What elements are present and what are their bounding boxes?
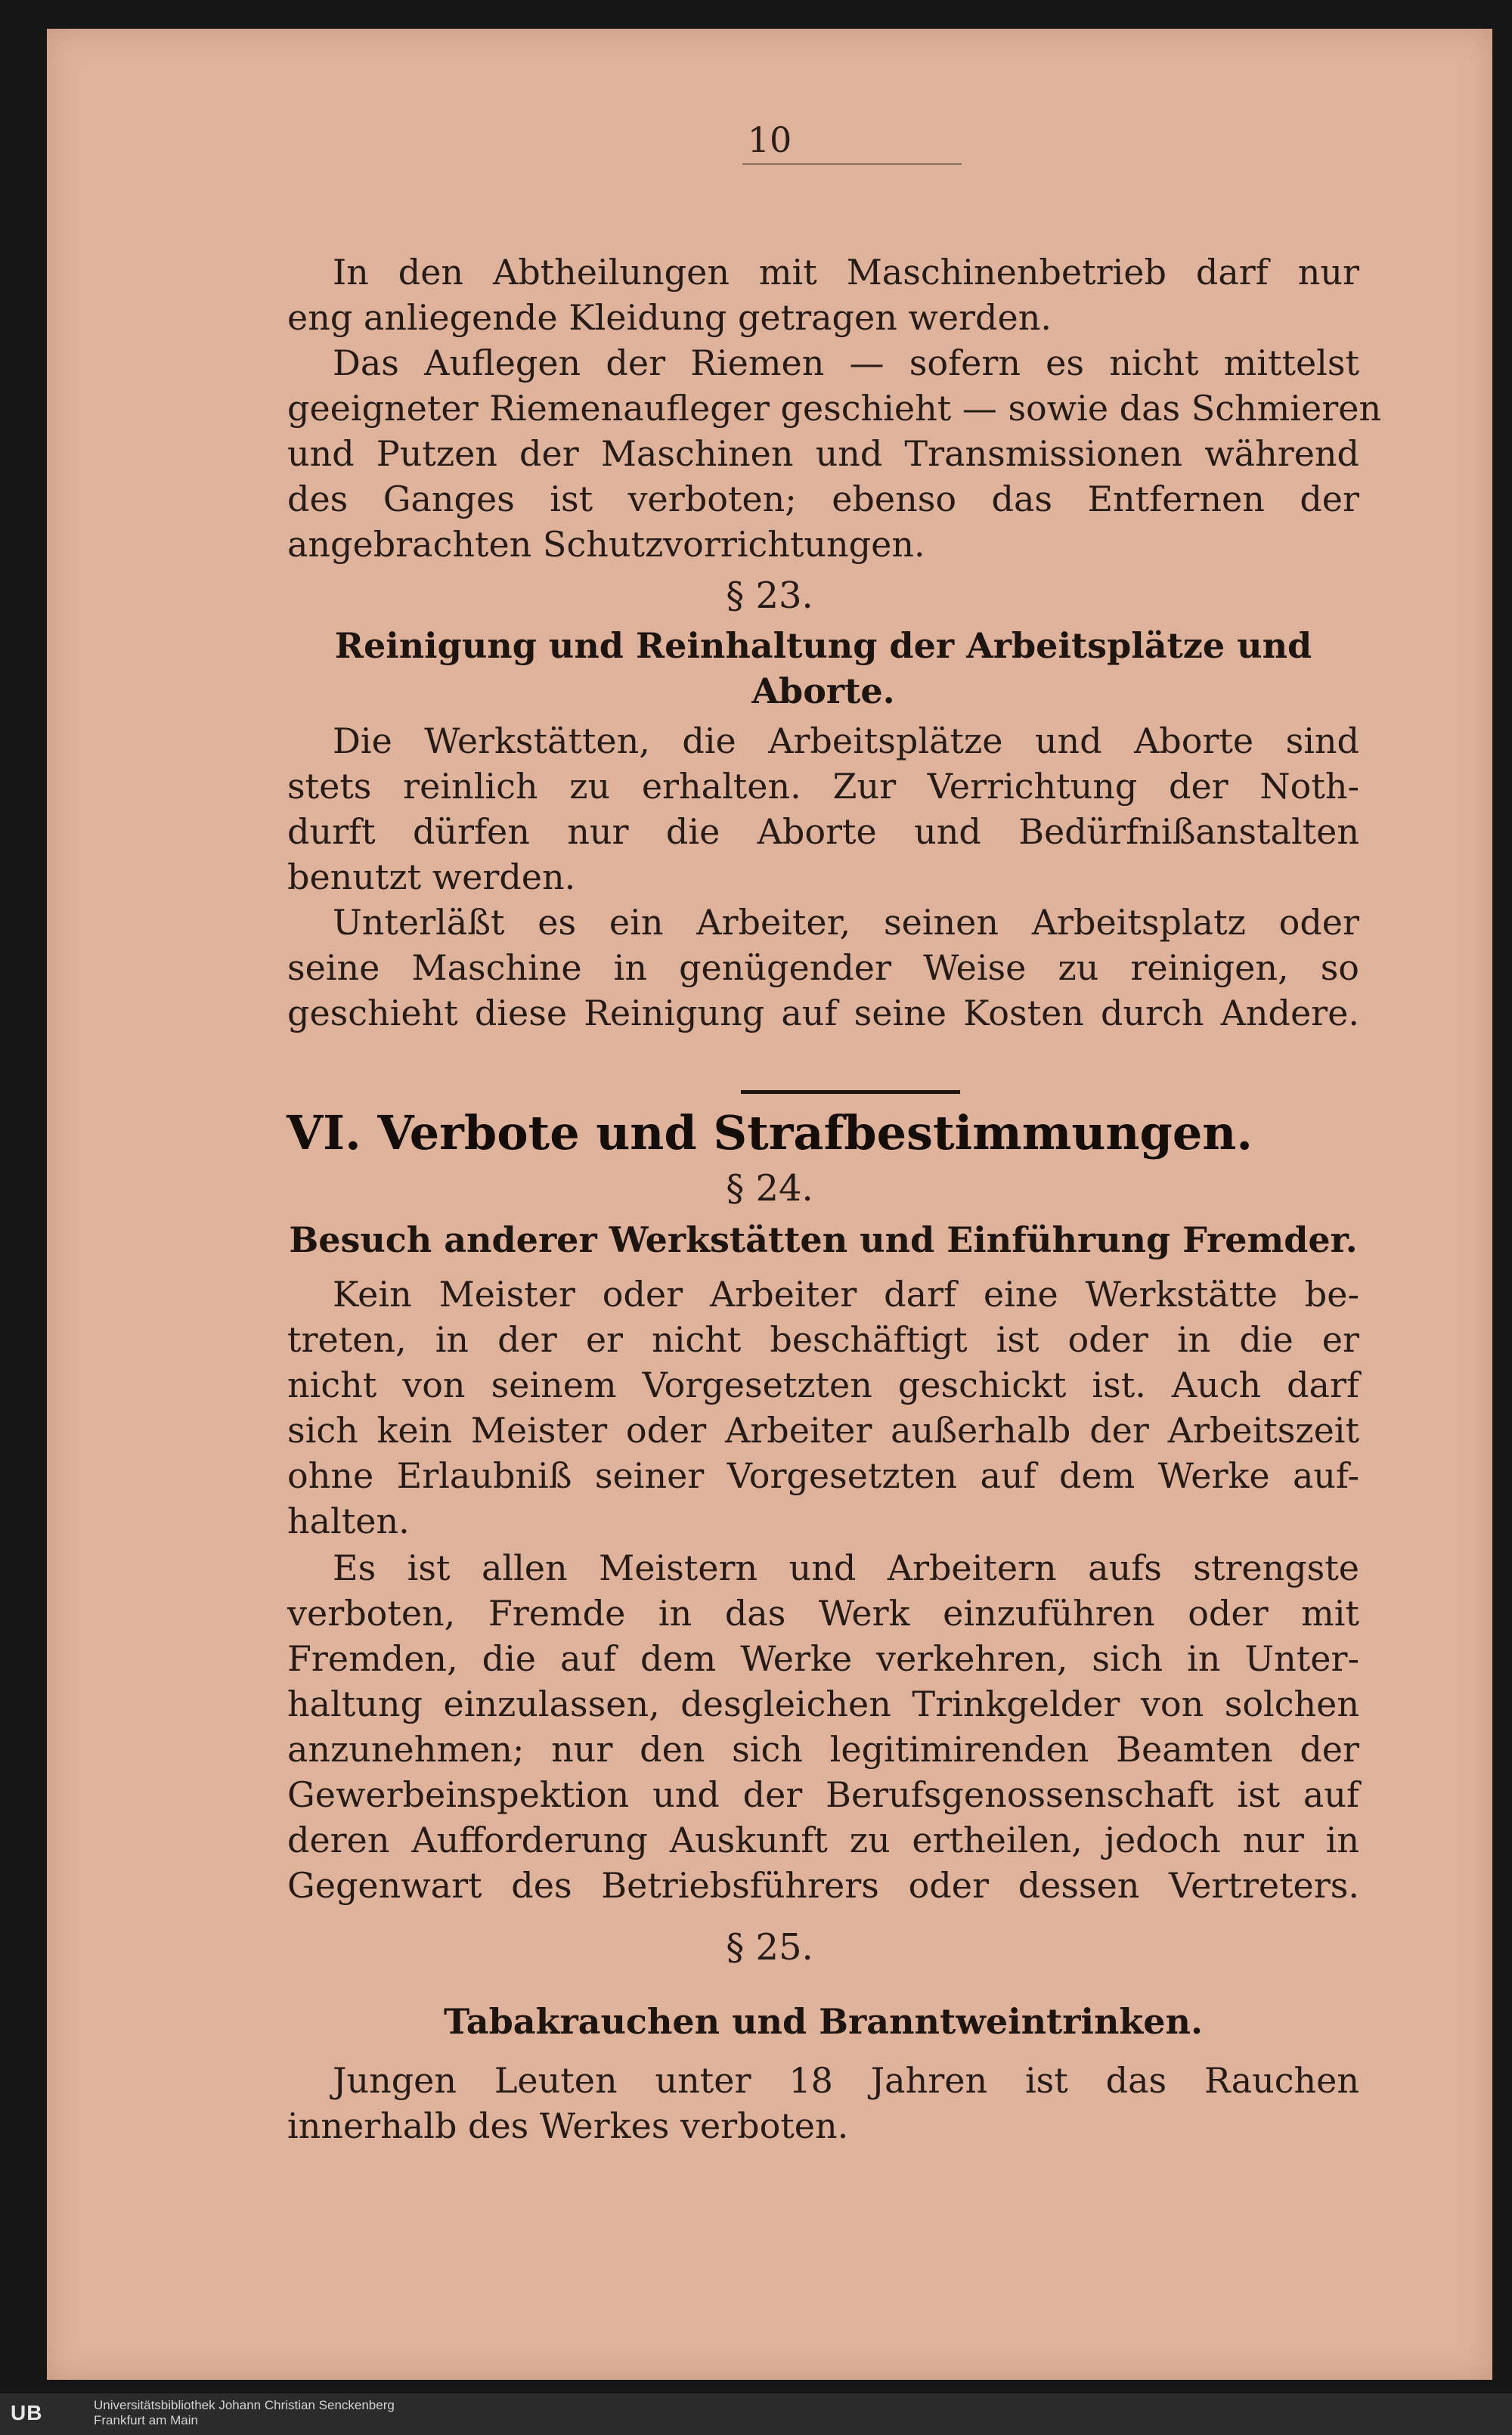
text-line: sich kein Meister oder Arbeiter außerhalb der Arbeitszeit <box>287 1410 1359 1451</box>
page-number: 10 <box>747 119 792 160</box>
text-line: geeigneter Riemenaufleger geschieht — sowie das Schmieren <box>287 388 1382 429</box>
paragraph-heading-24: Besuch anderer Werkstätten und Einführung Fremder. <box>289 1219 1358 1260</box>
document-page <box>47 29 1492 2380</box>
section-rule <box>741 1090 960 1094</box>
text-line: und Putzen der Maschinen und Transmissionen während <box>287 433 1359 474</box>
text-line: Fremden, die auf dem Werke verkehren, sich in Unter- <box>287 1638 1359 1679</box>
text-line: seine Maschine in genügender Weise zu reinigen, so <box>287 947 1359 988</box>
section-title: VI. Verbote und Strafbestimmungen. <box>287 1105 1253 1160</box>
text-line: verboten, Fremde in das Werk einzuführen oder mit <box>287 1593 1359 1634</box>
text-line: durft dürfen nur die Aborte und Bedürfnißanstalten <box>287 811 1359 852</box>
paragraph-sign-23: § 23. <box>726 575 813 617</box>
paragraph-heading-25: Tabakrauchen und Branntweintrinken. <box>443 2001 1204 2042</box>
text-line: haltung einzulassen, desgleichen Trinkgelder von solchen <box>287 1684 1359 1724</box>
paragraph-heading-23-line2: Aborte. <box>751 671 895 711</box>
library-logo: UB <box>11 2401 43 2424</box>
paragraph-sign-25: § 25. <box>726 1926 813 1969</box>
text-line: ohne Erlaubniß seiner Vorgesetzten auf dem Werke auf- <box>287 1455 1359 1496</box>
text-line: Kein Meister oder Arbeiter darf eine Werkstätte be- <box>333 1274 1359 1315</box>
library-credit-line2: Frankfurt am Main <box>94 2413 198 2427</box>
text-line: stets reinlich zu erhalten. Zur Verrichtung der Noth- <box>287 766 1359 807</box>
text-line: Unterläßt es ein Arbeiter, seinen Arbeitsplatz oder <box>333 902 1359 943</box>
text-line: des Ganges ist verboten; ebenso das Entfernen der <box>287 479 1359 519</box>
paragraph-heading-23-line1: Reinigung und Reinhaltung der Arbeitsplätze und <box>334 625 1312 666</box>
text-line: anzunehmen; nur den sich legitimirenden Beamten der <box>287 1729 1359 1770</box>
paragraph-sign-24: § 24. <box>726 1167 813 1210</box>
text-line: halten. <box>287 1501 410 1541</box>
text-line: Jungen Leuten unter 18 Jahren ist das Rauchen <box>333 2060 1359 2101</box>
text-line: Gegenwart des Betriebsführers oder dessen Vertreters. <box>287 1865 1359 1906</box>
text-line: deren Aufforderung Auskunft zu ertheilen, jedoch nur in <box>287 1820 1359 1860</box>
library-credit <box>94 2398 395 2428</box>
text-line: Es ist allen Meistern und Arbeitern aufs strengste <box>333 1547 1359 1588</box>
text-line: In den Abtheilungen mit Maschinenbetrieb darf nur <box>333 252 1359 293</box>
text-line: treten, in der er nicht beschäftigt ist oder in die er <box>287 1319 1359 1360</box>
library-credit-line1: Universitätsbibliothek Johann Christian Senckenberg <box>94 2398 395 2412</box>
text-line: benutzt werden. <box>287 857 576 897</box>
text-line: geschieht diese Reinigung auf seine Kosten durch Andere. <box>287 993 1359 1033</box>
text-line: Das Auflegen der Riemen — sofern es nicht mittelst <box>333 342 1359 383</box>
text-line: Die Werkstätten, die Arbeitsplätze und Aborte sind <box>333 720 1359 761</box>
text-line: nicht von seinem Vorgesetzten geschickt ist. Auch darf <box>287 1365 1359 1405</box>
text-line: Gewerbeinspektion und der Berufsgenossenschaft ist auf <box>287 1774 1359 1815</box>
text-line: angebrachten Schutzvorrichtungen. <box>287 524 925 565</box>
page-number-rule <box>742 163 962 165</box>
text-line: innerhalb des Werkes verboten. <box>287 2105 849 2146</box>
library-footer <box>0 2393 1512 2435</box>
text-line: eng anliegende Kleidung getragen werden. <box>287 297 1052 338</box>
